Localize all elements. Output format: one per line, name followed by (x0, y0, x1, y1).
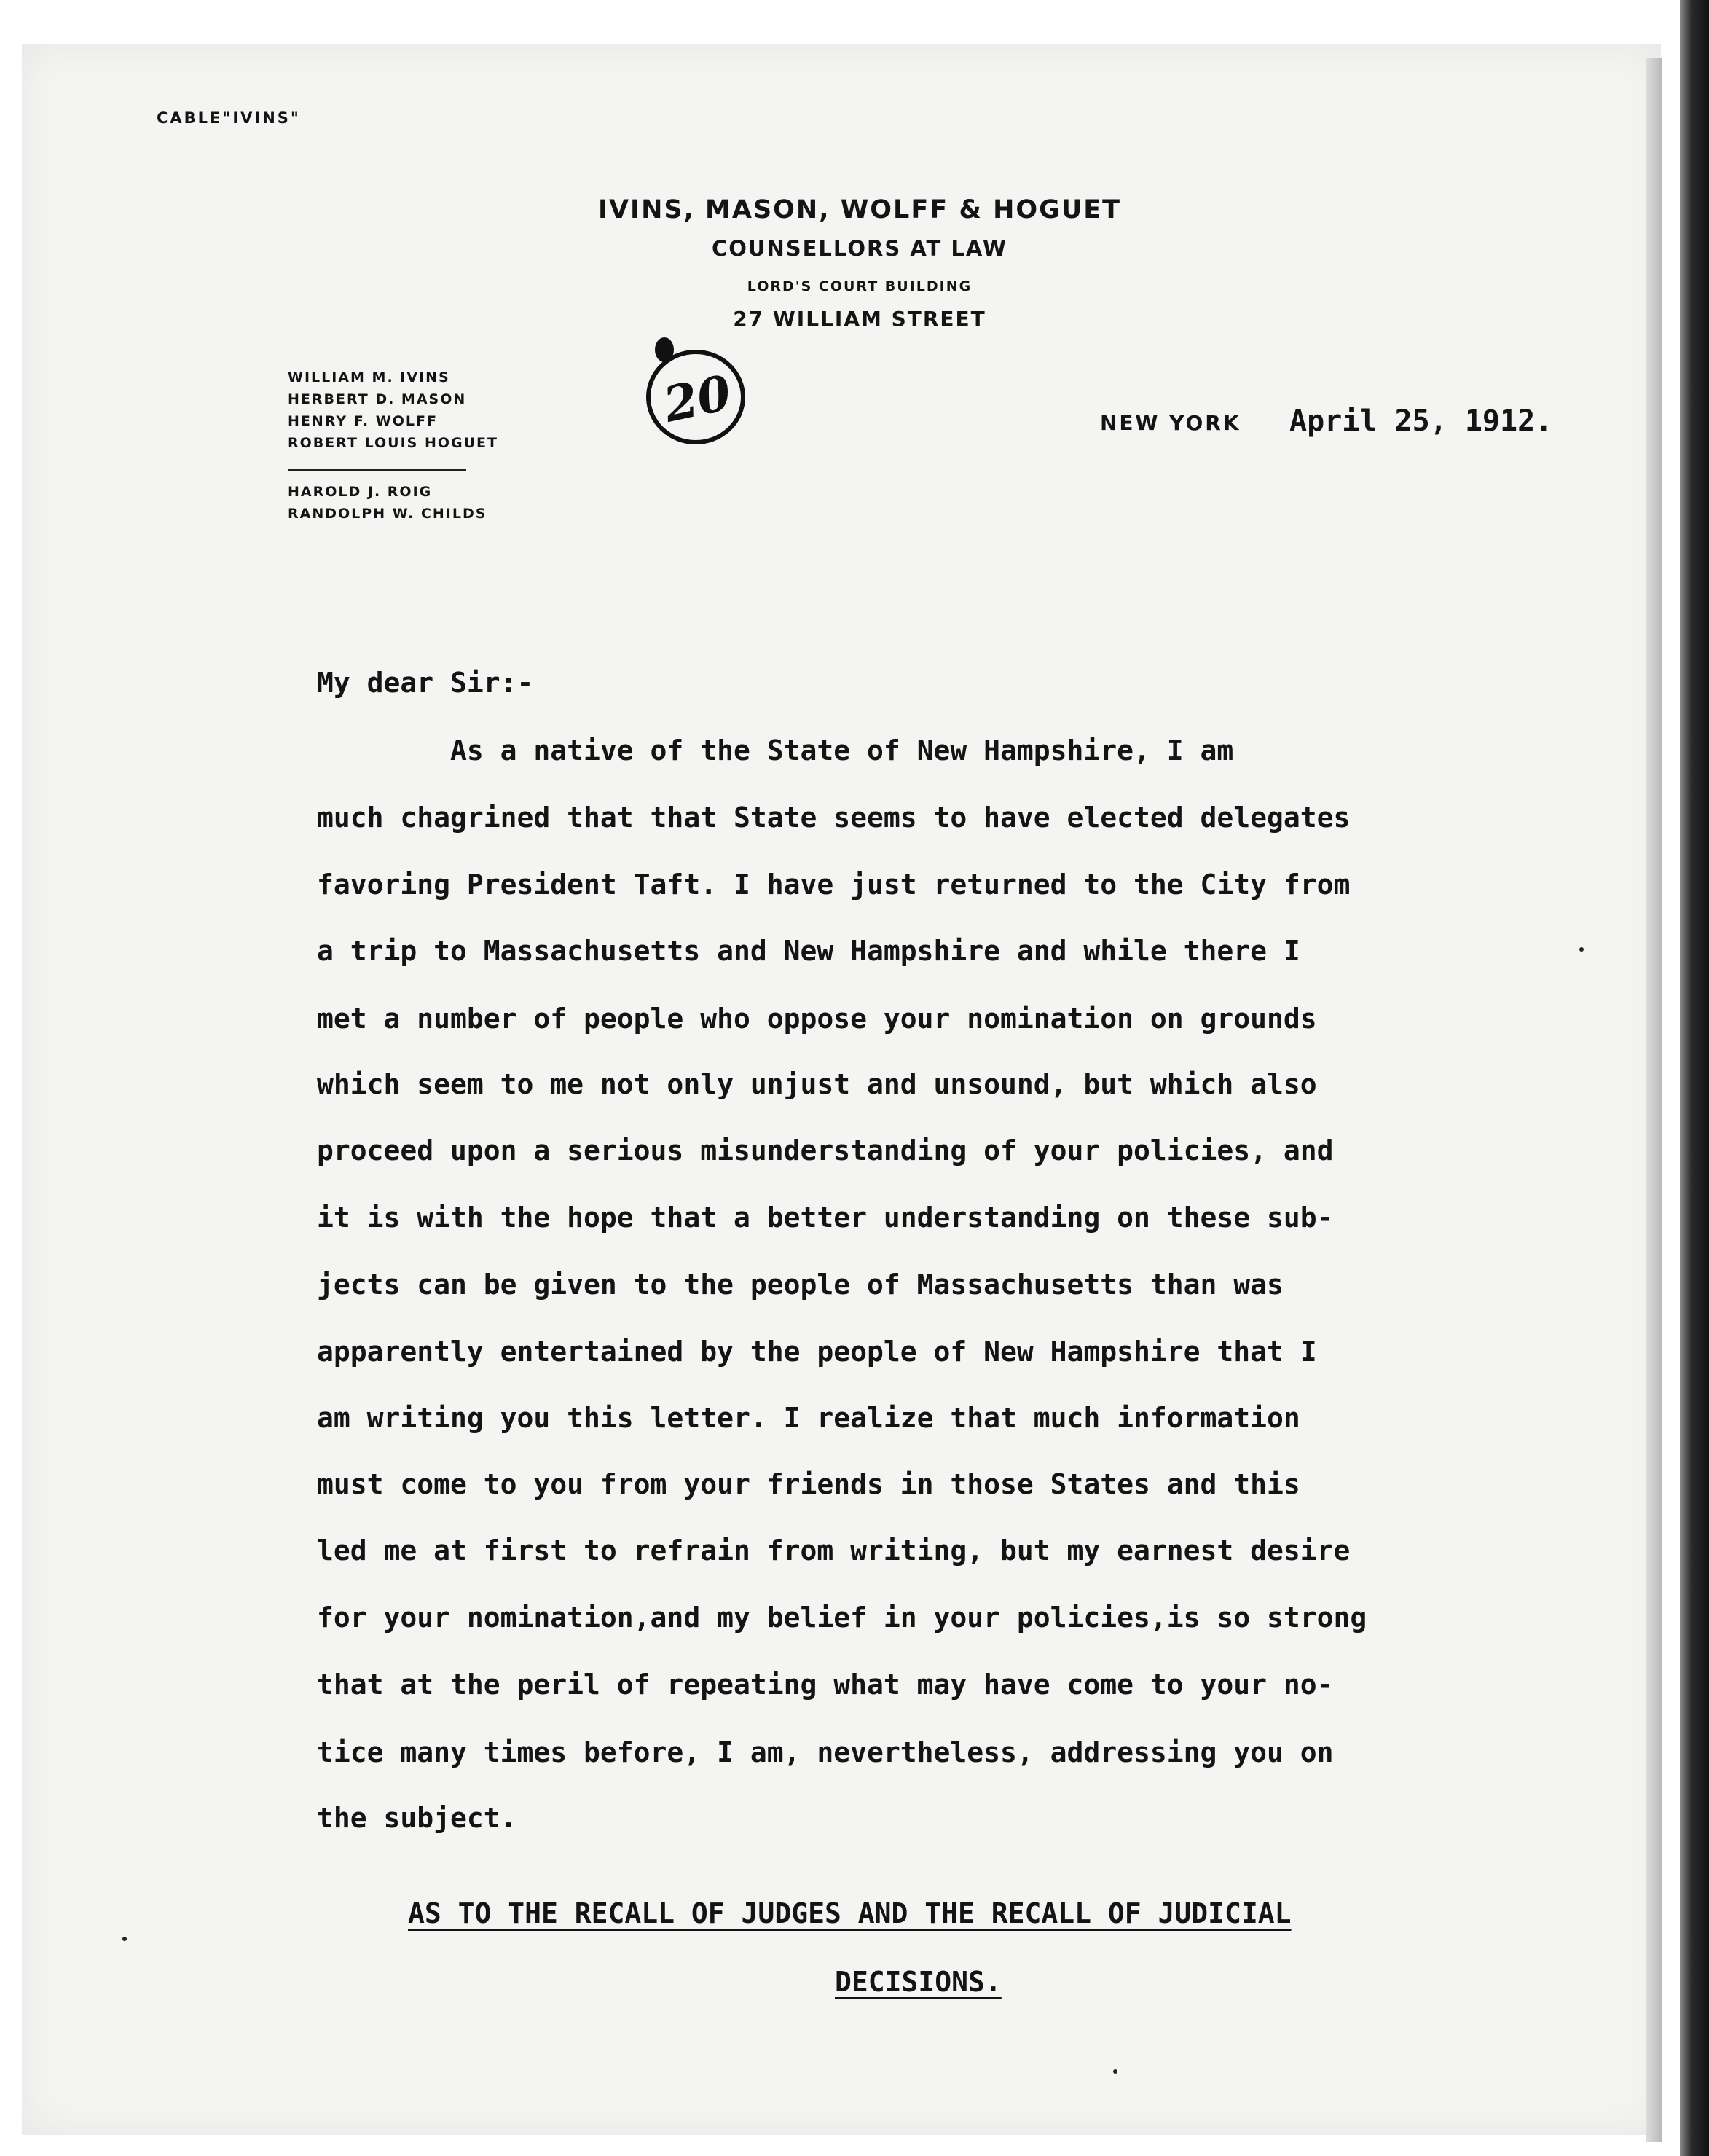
body-line: apparently entertained by the people of New Hampshire that I (317, 1336, 1317, 1368)
body-line: favoring President Taft. I have just returned to the City from (317, 869, 1351, 901)
scan-speck (1579, 947, 1584, 952)
body-line: led me at first to refrain from writing, but my earnest desire (317, 1534, 1351, 1567)
salutation: My dear Sir:- (317, 667, 534, 699)
stamp-number: 20 (659, 364, 736, 434)
section-heading: AS TO THE RECALL OF JUDGES AND THE RECALL OF JUDICIAL (408, 1897, 1292, 1929)
body-line: it is with the hope that a better understanding on these sub- (317, 1202, 1334, 1234)
body-line: am writing you this letter. I realize that much information (317, 1402, 1300, 1434)
partner-divider (288, 469, 466, 471)
page-edge (1646, 58, 1662, 2142)
partner-name: ROBERT LOUIS HOGUET (288, 435, 498, 451)
body-line: much chagrined that that State seems to have elected delegates (317, 801, 1351, 834)
section-heading-continued: DECISIONS. (835, 1966, 1002, 1998)
firm-subtitle: COUNSELLORS AT LAW (711, 236, 1008, 261)
partner-name: HENRY F. WOLFF (288, 413, 438, 429)
body-line: proceed upon a serious misunderstanding of your policies, and (317, 1134, 1334, 1167)
firm-name: IVINS, MASON, WOLFF & HOGUET (597, 195, 1122, 224)
cable-address: CABLE"IVINS" (157, 109, 301, 127)
partner-name: WILLIAM M. IVINS (288, 369, 450, 385)
letter-date: April 25, 1912. (1289, 404, 1553, 438)
circled-number-stamp (634, 328, 750, 452)
scan-speck (1113, 2069, 1117, 2074)
partner-list (288, 366, 498, 454)
body-line: which seem to me not only unjust and unsound, but which also (317, 1068, 1317, 1100)
body-line: As a native of the State of New Hampshire, I am (317, 734, 1234, 767)
building-name: LORD'S COURT BUILDING (747, 278, 973, 294)
ink-blot (655, 337, 674, 362)
partner-name: HERBERT D. MASON (288, 391, 467, 407)
body-line: that at the peril of repeating what may have come to your no- (317, 1669, 1334, 1701)
associate-name: HAROLD J. ROIG (288, 484, 433, 500)
city-name: NEW YORK (1100, 411, 1241, 435)
street-address: 27 WILLIAM STREET (733, 307, 986, 331)
scan-border (1680, 0, 1709, 2156)
body-line: the subject. (317, 1802, 517, 1834)
associate-name: RANDOLPH W. CHILDS (288, 506, 487, 522)
body-line: tice many times before, I am, nevertheless, addressing you on (317, 1736, 1334, 1768)
body-line: a trip to Massachusetts and New Hampshire and while there I (317, 935, 1300, 967)
body-line: jects can be given to the people of Massachusetts than was (317, 1269, 1284, 1301)
body-line: must come to you from your friends in those States and this (317, 1468, 1300, 1500)
associate-list (288, 481, 487, 525)
scan-speck (122, 1937, 127, 1941)
body-line: met a number of people who oppose your nomination on grounds (317, 1003, 1317, 1035)
body-line: for your nomination,and my belief in your policies,is so strong (317, 1602, 1367, 1634)
